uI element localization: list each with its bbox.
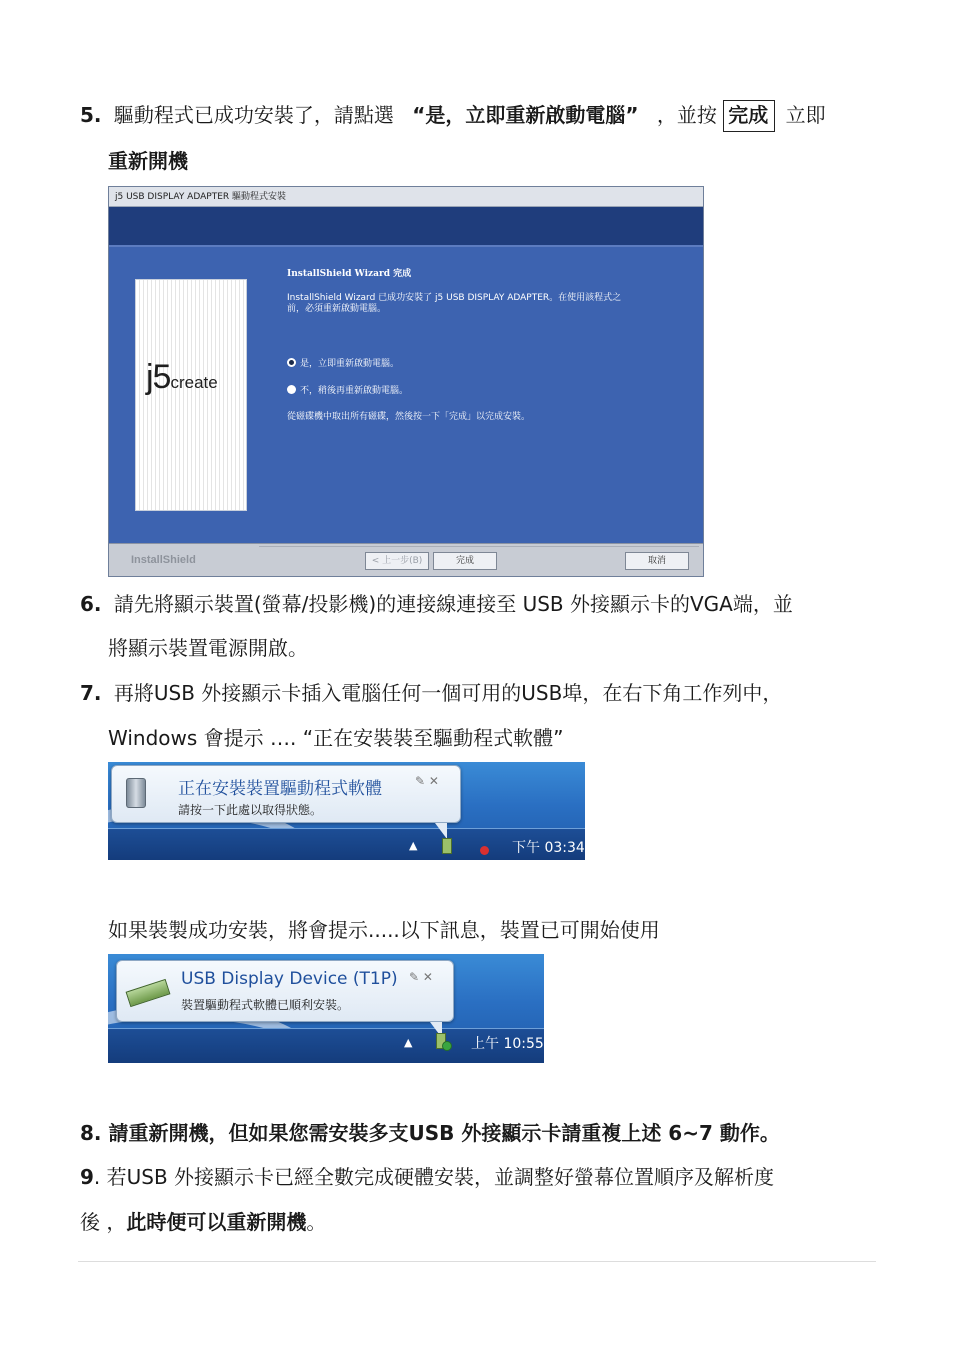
step-5-line-2: 重新開機	[108, 149, 188, 173]
wizard-description-2: 前，必須重新啟動電腦。	[287, 304, 387, 314]
wizard-header-divider	[109, 245, 703, 247]
step-9-line-2: 後 ，此時便可以重新開機。	[80, 1210, 327, 1234]
step-8	[80, 1118, 780, 1148]
volume-muted-icon[interactable]	[480, 846, 489, 855]
step-7-line-1	[80, 678, 782, 708]
page-divider	[78, 1261, 876, 1262]
step-5-line-1	[80, 100, 826, 130]
balloon-subtitle: 請按一下此處以取得狀態。	[178, 803, 323, 817]
balloon-subtitle: 裝置驅動程式軟體已順利安裝。	[181, 998, 350, 1012]
chevron-up-icon[interactable]: ▲	[409, 839, 418, 852]
installed-balloon-screenshot	[108, 954, 544, 1063]
radio-unselected-icon	[287, 385, 296, 394]
notification-balloon[interactable]	[111, 765, 461, 823]
balloon-title: 正在安裝裝置驅動程式軟體	[178, 779, 382, 799]
step-5-after: 立即	[785, 103, 826, 127]
wizard-footer	[109, 543, 703, 577]
success-message-text: 如果裝製成功安裝，將會提示.....以下訊息，裝置已可開始使用	[108, 918, 660, 942]
success-check-icon	[442, 1041, 452, 1051]
back-button[interactable]: < 上一步(B)	[365, 552, 429, 570]
chevron-up-icon[interactable]: ▲	[404, 1036, 413, 1049]
step-7-text: 再將USB 外接顯示卡插入電腦任何一個可用的USB埠，在右下角工作列中，	[113, 681, 783, 705]
step-9-text: . 若USB 外接顯示卡已經全數完成硬體安裝，並調整好螢幕位置順序及解析度	[93, 1165, 775, 1189]
step-5-mid: ，並按	[656, 103, 717, 127]
step-8-text: . 請重新開機，但如果您需安裝多支USB 外接顯示卡請重複上述 6~7 動作。	[93, 1121, 780, 1145]
wizard-title-bar: j5 USB DISPLAY ADAPTER 驅動程式安裝	[109, 187, 703, 207]
footer-divider	[259, 546, 699, 547]
wizard-remove-disk-note: 從磁碟機中取出所有磁碟，然後按一下「完成」以完成安裝。	[287, 412, 531, 422]
step-7-line-2: Windows 會提示 …. “正在安裝裝至驅動程式軟體”	[108, 726, 564, 750]
cancel-button[interactable]: 取消	[625, 552, 689, 570]
step-7-number: 7.	[80, 681, 102, 705]
installshield-brand: InstallShield	[131, 554, 196, 566]
display-adapter-icon	[126, 979, 171, 1007]
device-tray-icon[interactable]	[442, 838, 452, 854]
step-6-line-1	[80, 589, 793, 619]
tray-clock: 上午 10:55	[471, 1036, 544, 1052]
device-installing-icon	[126, 778, 146, 808]
finish-button-label: 完成	[723, 100, 775, 132]
radio-restart-later[interactable]: 不，稍後再重新啟動電腦。	[287, 385, 408, 397]
j5create-logo-panel	[135, 279, 247, 511]
balloon-close-icon[interactable]: ✎ ✕	[409, 970, 433, 984]
step-9-number: 9	[80, 1165, 94, 1189]
step-6-number: 6.	[80, 592, 102, 616]
radio-restart-now[interactable]: 是，立即重新啟動電腦。	[287, 358, 399, 370]
tray-clock: 下午 03:34	[512, 840, 585, 856]
wizard-description-1: InstallShield Wizard 已成功安裝了 j5 USB DISPLAY ADAPTER。在使用該程式之	[287, 293, 622, 303]
wizard-header-band	[109, 207, 703, 245]
step-5-number: 5.	[80, 103, 102, 127]
balloon-title: USB Display Device (T1P)	[181, 969, 398, 989]
step-5-quote: “是，立即重新啟動電腦”	[412, 103, 639, 127]
step-5-text: 驅動程式已成功安裝了，請點選	[113, 103, 394, 127]
step-9-restart-emphasis: 此時便可以重新開機	[126, 1210, 307, 1234]
j5create-logo: j5create	[146, 358, 218, 396]
balloon-close-icon[interactable]: ✎ ✕	[415, 774, 439, 788]
notification-balloon[interactable]	[116, 960, 454, 1022]
installing-balloon-screenshot	[108, 762, 585, 860]
step-9-line-1	[80, 1162, 774, 1192]
finish-button[interactable]: 完成	[433, 552, 497, 570]
step-8-number: 8	[80, 1121, 94, 1145]
radio-selected-icon	[287, 358, 296, 367]
balloon-tail	[435, 823, 447, 839]
step-6-line-2: 將顯示裝置電源開啟。	[108, 636, 308, 660]
installer-wizard-screenshot	[108, 186, 704, 577]
step-6-text: 請先將顯示裝置(螢幕/投影機)的連接線連接至 USB 外接顯示卡的VGA端，並	[113, 592, 793, 616]
wizard-heading: InstallShield Wizard 完成	[287, 269, 412, 279]
